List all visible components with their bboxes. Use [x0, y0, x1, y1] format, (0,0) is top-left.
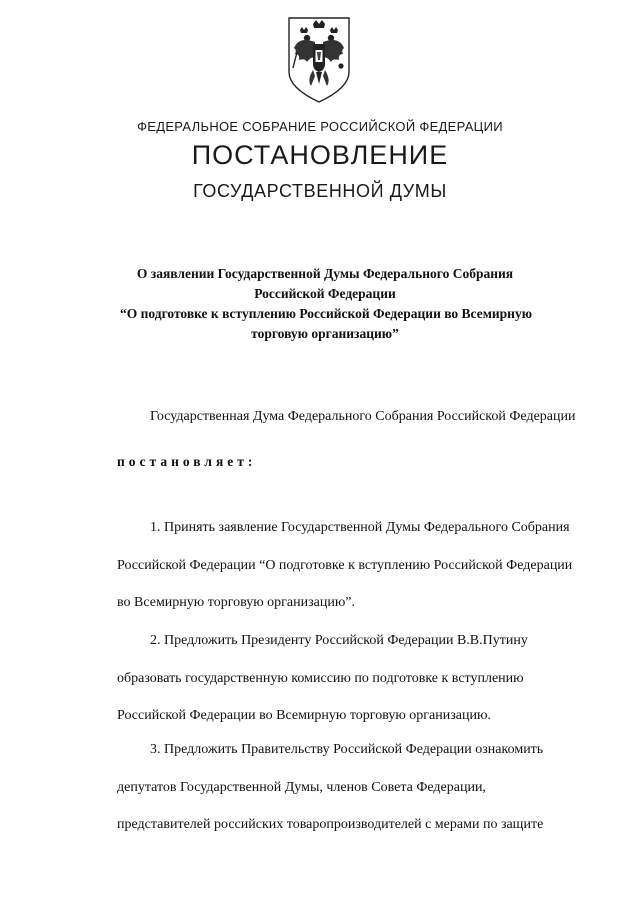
paragraph-line: 3. Предложить Правительству Российской Федерации ознакомить [150, 742, 544, 757]
document-title: ПОСТАНОВЛЕНИЕ [191, 140, 449, 170]
subject-line: торговую организацию” [251, 326, 399, 341]
decrees-word: постановляет: [117, 454, 257, 469]
subject-line: Российской Федерации [254, 286, 396, 301]
document-subtitle: ГОСУДАРСТВЕННОЙ ДУМЫ [193, 181, 447, 201]
coat-of-arms-emblem [285, 14, 353, 106]
paragraph-line: 2. Предложить Президенту Российской Федерации В.В.Путину [150, 633, 528, 648]
federal-assembly-heading: ФЕДЕРАЛЬНОЕ СОБРАНИЕ РОССИЙСКОЙ ФЕДЕРАЦИИ [137, 119, 503, 134]
paragraph-line: представителей российских товаропроизводителей с мерами по защите [117, 817, 544, 832]
paragraph-line: Российской Федерации во Всемирную торговую организацию. [117, 708, 491, 723]
paragraph-line: образовать государственную комиссию по подготовке к вступлению [117, 670, 524, 686]
resolution-item-2 [117, 622, 612, 735]
paragraph-line: во Всемирную торговую организацию”. [117, 595, 356, 610]
subject-line: О заявлении Государственной Думы Федерального Собрания [136, 266, 514, 281]
resolution-subject [120, 264, 533, 344]
intro-text: Государственная Дума Федерального Собрания Российской Федерации [150, 409, 576, 424]
subject-line: “О подготовке к вступлению Российской Федерации во Всемирную [120, 306, 533, 321]
paragraph-line: 1. Принять заявление Государственной Думы Федерального Собрания [150, 520, 570, 535]
paragraph-line: Российской Федерации “О подготовке к вступлению Российской Федерации [117, 557, 573, 573]
paragraph-line: депутатов Государственной Думы, членов Совета Федерации, [117, 779, 486, 795]
resolution-item-1 [117, 509, 612, 622]
resolution-item-3 [117, 731, 612, 844]
